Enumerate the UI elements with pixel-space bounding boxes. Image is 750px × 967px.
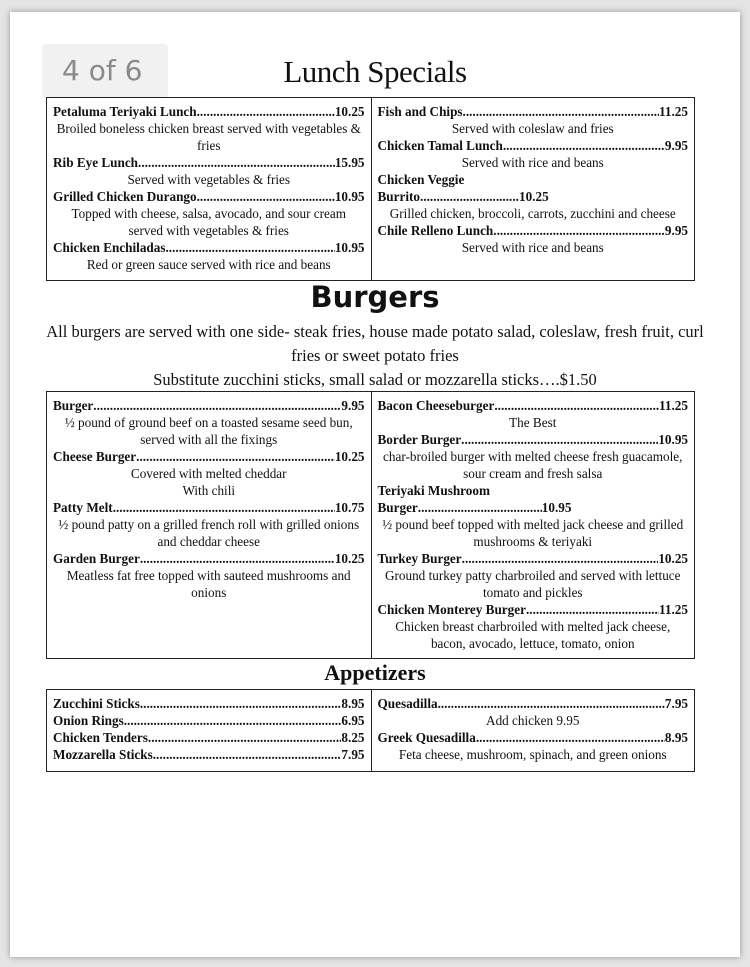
menu-item-name: Burger ..... 9.95 [53,397,365,414]
menu-item-price: 9.95 [341,398,365,413]
menu-item-description: ½ pound of ground beef on a toasted sesame seed bun, served with all the fixings [64,415,353,447]
menu-item-description: Served with coleslaw and fries [451,121,614,136]
lunch-specials-box [46,97,695,281]
menu-item-name: Quesadilla ..... 7.95 [378,695,689,712]
menu-item-name: Chicken Monterey Burger ..... 11.25 [378,601,689,618]
menu-item-price: 10.95 [658,432,688,447]
menu-item-price: 10.75 [334,500,365,515]
menu-item-price: 10.95 [541,500,572,515]
appetizers-title: Appetizers [324,660,426,685]
menu-item-description: With chili [182,483,236,498]
menu-item-description: ½ pound patty on a grilled french roll with grilled onions and cheddar cheese [58,517,360,549]
menu-item-name: Garden Burger ..... 10.25 [53,550,365,567]
menu-item-price: 10.25 [334,104,365,119]
appetizers-right-column [371,690,695,771]
menu-item-price: 11.25 [659,104,688,119]
menu-item-description: Red or green sauce served with rice and beans [86,257,331,272]
menu-item-price: 15.95 [334,155,365,170]
menu-item-price: 7.95 [341,747,365,762]
menu-item-price: 9.95 [664,223,688,238]
menu-item-description: Grilled chicken, broccoli, carrots, zucchini and cheese [389,206,676,221]
menu-item-name: Turkey Burger ..... 10.25 [378,550,689,567]
menu-item-description: char-broiled burger with melted cheese fresh guacamole, sour cream and fresh salsa [383,449,683,481]
appetizers-left-column [47,690,371,771]
menu-item-name: Chicken Tenders ..... 8.25 [53,729,365,746]
menu-item-name: Bacon Cheeseburger ..... 11.25 [378,397,689,414]
menu-item-price: 10.25 [334,551,365,566]
menu-item-price: 9.95 [664,138,688,153]
menu-item-price: 11.25 [659,398,688,413]
burgers-substitute-note: Substitute zucchini sticks, small salad or mozzarella sticks….$1.50 [153,370,597,389]
menu-item-description: Served with vegetables & fries [127,172,291,187]
menu-item-name: Chicken Veggie Burrito ..... 10.25 [378,171,689,205]
menu-item-description: Broiled boneless chicken breast served with vegetables & fries [56,121,361,153]
menu-item-description: Chicken breast charbroiled with melted jack cheese, bacon, avocado, lettuce, tomato, onion [395,619,671,651]
burgers-right-column [371,392,695,658]
menu-item-price: 11.25 [659,602,688,617]
burgers-title: Burgers [310,280,440,314]
burgers-left-column [47,392,371,658]
menu-item-name: Onion Rings ..... 6.95 [53,712,365,729]
menu-item-description: Served with rice and beans [461,240,604,255]
lunch-specials-title: Lunch Specials [283,54,467,89]
menu-item-description: Add chicken 9.95 [486,713,580,728]
menu-item-description: Ground turkey patty charbroiled and served with lettuce tomato and pickles [384,568,681,600]
page-indicator: 4 of 6 [42,44,168,98]
menu-item-price: 8.95 [664,730,688,745]
menu-item-name: Rib Eye Lunch ..... 15.95 [53,154,365,171]
menu-item-name: Chile Relleno Lunch ..... 9.95 [378,222,689,239]
menu-item-description: ½ pound beef topped with melted jack cheese and grilled mushrooms & teriyaki [382,517,684,549]
menu-item-name: Grilled Chicken Durango ..... 10.95 [53,188,365,205]
menu-item-description: Covered with melted cheddar [130,466,287,481]
menu-item-description: Topped with cheese, salsa, avocado, and sour cream served with vegetables & fries [71,206,346,238]
appetizers-box [46,689,695,772]
menu-item-price: 10.95 [334,189,365,204]
menu-item-description: The Best [509,415,557,430]
menu-item-price: 10.25 [334,449,365,464]
lunch-left-column [47,98,371,280]
menu-item-price: 7.95 [664,696,688,711]
menu-item-price: 10.95 [334,240,365,255]
menu-item-description: Served with rice and beans [461,155,604,170]
menu-item-name: Petaluma Teriyaki Lunch ..... 10.25 [53,103,365,120]
menu-item-name: Mozzarella Sticks ..... 7.95 [53,746,365,763]
menu-item-name: Chicken Tamal Lunch ..... 9.95 [378,137,689,154]
burgers-intro: All burgers are served with one side- steak fries, house made potato salad, coleslaw, fresh fruit, curl fries or sweet potato fries [46,322,704,365]
menu-item-description: Meatless fat free topped with sauteed mushrooms and onions [66,568,351,600]
menu-item-name: Teriyaki Mushroom Burger ..... 10.95 [378,482,689,516]
menu-item-price: 10.25 [519,189,549,204]
menu-item-name: Chicken Enchiladas ..... 10.95 [53,239,365,256]
menu-item-price: 10.25 [658,551,688,566]
menu-item-price: 8.95 [341,696,365,711]
menu-item-price: 6.95 [341,713,365,728]
burgers-box [46,391,695,659]
menu-item-name: Border Burger ..... 10.95 [378,431,689,448]
menu-item-price: 8.25 [341,730,365,745]
menu-item-name: Cheese Burger ..... 10.25 [53,448,365,465]
menu-item-name: Fish and Chips ..... 11.25 [378,103,689,120]
menu-item-description: Feta cheese, mushroom, spinach, and green onions [398,747,667,762]
menu-item-name: Zucchini Sticks ..... 8.95 [53,695,365,712]
menu-item-name: Greek Quesadilla ..... 8.95 [378,729,689,746]
menu-item-name: Patty Melt ..... 10.75 [53,499,365,516]
lunch-right-column [371,98,695,280]
